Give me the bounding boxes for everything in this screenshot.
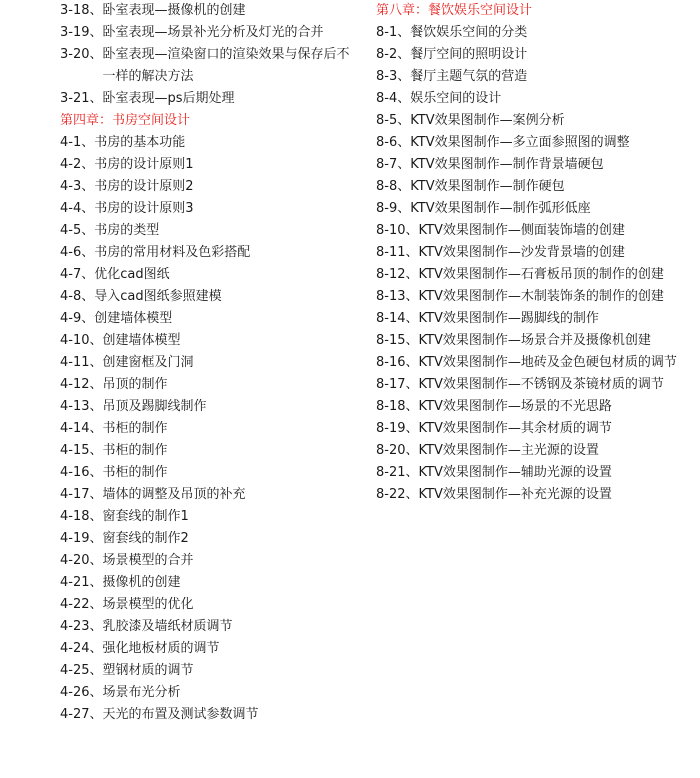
toc-entry bbox=[60, 132, 350, 154]
entry-title: 书房的类型 bbox=[94, 223, 160, 238]
entry-number: 4-3、 bbox=[60, 179, 95, 194]
entry-title: 娱乐空间的设计 bbox=[410, 91, 502, 106]
entry-title: 餐厅主题气氛的营造 bbox=[410, 69, 528, 84]
entry-number: 4-13、 bbox=[60, 399, 103, 414]
entry-number: 8-7、 bbox=[376, 157, 411, 172]
toc-entry bbox=[376, 132, 696, 154]
chapter-8-heading: 第八章：餐饮娱乐空间设计 bbox=[376, 3, 533, 18]
entry-title: 塑钢材质的调节 bbox=[102, 663, 194, 678]
toc-entry bbox=[60, 660, 350, 682]
toc-entry bbox=[376, 352, 696, 374]
entry-number: 8-13、 bbox=[376, 289, 419, 304]
toc-list-chapter-8 bbox=[376, 22, 696, 506]
entry-title: KTV效果图制作—其余材质的调节 bbox=[418, 421, 612, 436]
entry-title: 优化cad图纸 bbox=[94, 267, 170, 282]
entry-title: 场景模型的优化 bbox=[102, 597, 194, 612]
entry-number: 4-11、 bbox=[60, 355, 103, 370]
entry-title: 乳胶漆及墙纸材质调节 bbox=[102, 619, 233, 634]
toc-entry bbox=[60, 264, 350, 286]
entry-title: 餐厅空间的照明设计 bbox=[410, 47, 528, 62]
toc-entry bbox=[376, 88, 696, 110]
entry-title: 书房的基本功能 bbox=[94, 135, 186, 150]
entry-title: 场景布光分析 bbox=[102, 685, 181, 700]
toc-entry bbox=[376, 396, 696, 418]
entry-number: 4-16、 bbox=[60, 465, 103, 480]
entry-title: KTV效果图制作—补充光源的设置 bbox=[418, 487, 612, 502]
entry-title: KTV效果图制作—侧面装饰墙的创建 bbox=[418, 223, 625, 238]
toc-entry bbox=[376, 264, 696, 286]
toc-entry bbox=[60, 638, 350, 660]
entry-title: KTV效果图制作—案例分析 bbox=[410, 113, 565, 128]
entry-title: 天光的布置及测试参数调节 bbox=[102, 707, 259, 722]
toc-list-chapter-3-tail bbox=[60, 0, 350, 110]
entry-title: 书房的设计原则2 bbox=[94, 179, 194, 194]
entry-number: 8-20、 bbox=[376, 443, 419, 458]
entry-number: 4-20、 bbox=[60, 553, 103, 568]
entry-title: 摄像机的创建 bbox=[102, 575, 181, 590]
entry-title: 吊顶及踢脚线制作 bbox=[102, 399, 207, 414]
entry-title: 创建窗框及门洞 bbox=[102, 355, 194, 370]
entry-title: KTV效果图制作—踢脚线的制作 bbox=[418, 311, 599, 326]
toc-entry bbox=[60, 550, 350, 572]
entry-number: 8-19、 bbox=[376, 421, 419, 436]
entry-number: 4-5、 bbox=[60, 223, 95, 238]
toc-entry bbox=[60, 484, 350, 506]
entry-title: 窗套线的制作1 bbox=[102, 509, 189, 524]
entry-title: 导入cad图纸参照建模 bbox=[94, 289, 222, 304]
toc-entry bbox=[60, 154, 350, 176]
entry-title: 强化地板材质的调节 bbox=[102, 641, 220, 656]
entry-number: 4-15、 bbox=[60, 443, 103, 458]
toc-entry bbox=[60, 242, 350, 264]
entry-title: KTV效果图制作—制作背景墙硬包 bbox=[410, 157, 604, 172]
entry-number: 4-21、 bbox=[60, 575, 103, 590]
toc-entry bbox=[60, 462, 350, 484]
toc-entry bbox=[376, 110, 696, 132]
entry-title: KTV效果图制作—不锈钢及茶镜材质的调节 bbox=[418, 377, 664, 392]
entry-number: 8-14、 bbox=[376, 311, 419, 326]
entry-number: 8-22、 bbox=[376, 487, 419, 502]
toc-entry bbox=[376, 220, 696, 242]
entry-number: 8-21、 bbox=[376, 465, 419, 480]
entry-number: 8-2、 bbox=[376, 47, 411, 62]
toc-entry bbox=[376, 154, 696, 176]
entry-title: 创建墙体模型 bbox=[94, 311, 173, 326]
entry-number: 3-19、 bbox=[60, 25, 103, 40]
toc-entry bbox=[376, 66, 696, 88]
entry-title: KTV效果图制作—多立面参照图的调整 bbox=[410, 135, 630, 150]
entry-number: 4-25、 bbox=[60, 663, 103, 678]
toc-entry bbox=[60, 88, 350, 110]
toc-entry bbox=[376, 286, 696, 308]
entry-title: 餐饮娱乐空间的分类 bbox=[410, 25, 528, 40]
toc-entry bbox=[376, 462, 696, 484]
entry-number: 8-16、 bbox=[376, 355, 419, 370]
entry-number: 4-24、 bbox=[60, 641, 103, 656]
entry-number: 8-11、 bbox=[376, 245, 419, 260]
entry-number: 3-20、 bbox=[60, 47, 103, 62]
toc-entry bbox=[60, 176, 350, 198]
entry-title: 创建墙体模型 bbox=[102, 333, 181, 348]
toc-entry bbox=[376, 418, 696, 440]
entry-title: KTV效果图制作—制作硬包 bbox=[410, 179, 565, 194]
toc-entry bbox=[60, 440, 350, 462]
toc-entry bbox=[60, 286, 350, 308]
toc-entry bbox=[376, 330, 696, 352]
toc-list-chapter-4 bbox=[60, 132, 350, 726]
toc-entry bbox=[376, 44, 696, 66]
entry-title: KTV效果图制作—石膏板吊顶的制作的创建 bbox=[418, 267, 664, 282]
entry-title: 书柜的制作 bbox=[102, 443, 168, 458]
entry-number: 8-9、 bbox=[376, 201, 411, 216]
entry-title: 书房的常用材料及色彩搭配 bbox=[94, 245, 251, 260]
entry-number: 3-21、 bbox=[60, 91, 103, 106]
entry-number: 4-4、 bbox=[60, 201, 95, 216]
toc-entry bbox=[60, 22, 350, 44]
entry-title: KTV效果图制作—沙发背景墙的创建 bbox=[418, 245, 625, 260]
toc-entry bbox=[60, 396, 350, 418]
entry-number: 4-10、 bbox=[60, 333, 103, 348]
toc-entry bbox=[60, 418, 350, 440]
entry-number: 4-23、 bbox=[60, 619, 103, 634]
entry-title: KTV效果图制作—制作弧形低座 bbox=[410, 201, 591, 216]
entry-title: 卧室表现—渲染窗口的渲染效果与保存后不一样的解决方法 bbox=[102, 47, 350, 84]
entry-number: 4-9、 bbox=[60, 311, 95, 326]
entry-title: 场景模型的合并 bbox=[102, 553, 194, 568]
toc-entry bbox=[376, 22, 696, 44]
toc-entry bbox=[60, 308, 350, 330]
entry-number: 8-4、 bbox=[376, 91, 411, 106]
toc-entry bbox=[60, 682, 350, 704]
entry-number: 8-12、 bbox=[376, 267, 419, 282]
entry-title: KTV效果图制作—场景的不光思路 bbox=[418, 399, 612, 414]
entry-title: 吊顶的制作 bbox=[102, 377, 168, 392]
entry-title: 墙体的调整及吊顶的补充 bbox=[102, 487, 246, 502]
entry-title: KTV效果图制作—地砖及金色硬包材质的调节 bbox=[418, 355, 677, 370]
toc-entry bbox=[60, 198, 350, 220]
entry-number: 4-2、 bbox=[60, 157, 95, 172]
entry-number: 4-12、 bbox=[60, 377, 103, 392]
toc-entry bbox=[60, 506, 350, 528]
entry-title: 卧室表现—场景补光分析及灯光的合并 bbox=[102, 25, 324, 40]
entry-number: 8-6、 bbox=[376, 135, 411, 150]
chapter-4-heading: 第四章：书房空间设计 bbox=[60, 113, 191, 128]
entry-number: 8-15、 bbox=[376, 333, 419, 348]
entry-number: 4-22、 bbox=[60, 597, 103, 612]
toc-entry bbox=[376, 198, 696, 220]
entry-number: 8-5、 bbox=[376, 113, 411, 128]
toc-entry bbox=[60, 44, 350, 88]
entry-title: 书房的设计原则1 bbox=[94, 157, 194, 172]
entry-number: 8-1、 bbox=[376, 25, 411, 40]
entry-title: 卧室表现—摄像机的创建 bbox=[102, 3, 246, 18]
entry-number: 8-3、 bbox=[376, 69, 411, 84]
entry-title: 窗套线的制作2 bbox=[102, 531, 189, 546]
entry-number: 8-18、 bbox=[376, 399, 419, 414]
entry-title: 书房的设计原则3 bbox=[94, 201, 194, 216]
toc-entry bbox=[376, 374, 696, 396]
entry-title: KTV效果图制作—主光源的设置 bbox=[418, 443, 599, 458]
entry-title: 书柜的制作 bbox=[102, 465, 168, 480]
toc-entry bbox=[376, 440, 696, 462]
toc-entry bbox=[376, 176, 696, 198]
entry-title: KTV效果图制作—场景合并及摄像机创建 bbox=[418, 333, 651, 348]
toc-entry bbox=[60, 374, 350, 396]
entry-number: 8-10、 bbox=[376, 223, 419, 238]
toc-entry bbox=[60, 352, 350, 374]
entry-number: 4-1、 bbox=[60, 135, 95, 150]
entry-number: 4-7、 bbox=[60, 267, 95, 282]
toc-entry bbox=[60, 594, 350, 616]
toc-entry bbox=[60, 616, 350, 638]
entry-number: 4-18、 bbox=[60, 509, 103, 524]
toc-entry bbox=[60, 572, 350, 594]
toc-right-column bbox=[376, 0, 696, 506]
toc-entry bbox=[60, 220, 350, 242]
entry-number: 4-8、 bbox=[60, 289, 95, 304]
entry-number: 4-26、 bbox=[60, 685, 103, 700]
entry-title: KTV效果图制作—木制装饰条的制作的创建 bbox=[418, 289, 664, 304]
toc-entry bbox=[60, 330, 350, 352]
entry-number: 4-17、 bbox=[60, 487, 103, 502]
entry-number: 4-6、 bbox=[60, 245, 95, 260]
entry-title: 卧室表现—ps后期处理 bbox=[102, 91, 235, 106]
toc-entry bbox=[376, 308, 696, 330]
entry-title: KTV效果图制作—辅助光源的设置 bbox=[418, 465, 612, 480]
entry-number: 4-14、 bbox=[60, 421, 103, 436]
entry-number: 8-8、 bbox=[376, 179, 411, 194]
toc-entry bbox=[60, 704, 350, 726]
entry-title: 书柜的制作 bbox=[102, 421, 168, 436]
toc-entry bbox=[376, 242, 696, 264]
entry-number: 4-27、 bbox=[60, 707, 103, 722]
toc-left-column bbox=[60, 0, 350, 726]
toc-entry bbox=[60, 0, 350, 22]
entry-number: 8-17、 bbox=[376, 377, 419, 392]
toc-entry bbox=[376, 484, 696, 506]
toc-entry bbox=[60, 528, 350, 550]
entry-number: 3-18、 bbox=[60, 3, 103, 18]
entry-number: 4-19、 bbox=[60, 531, 103, 546]
